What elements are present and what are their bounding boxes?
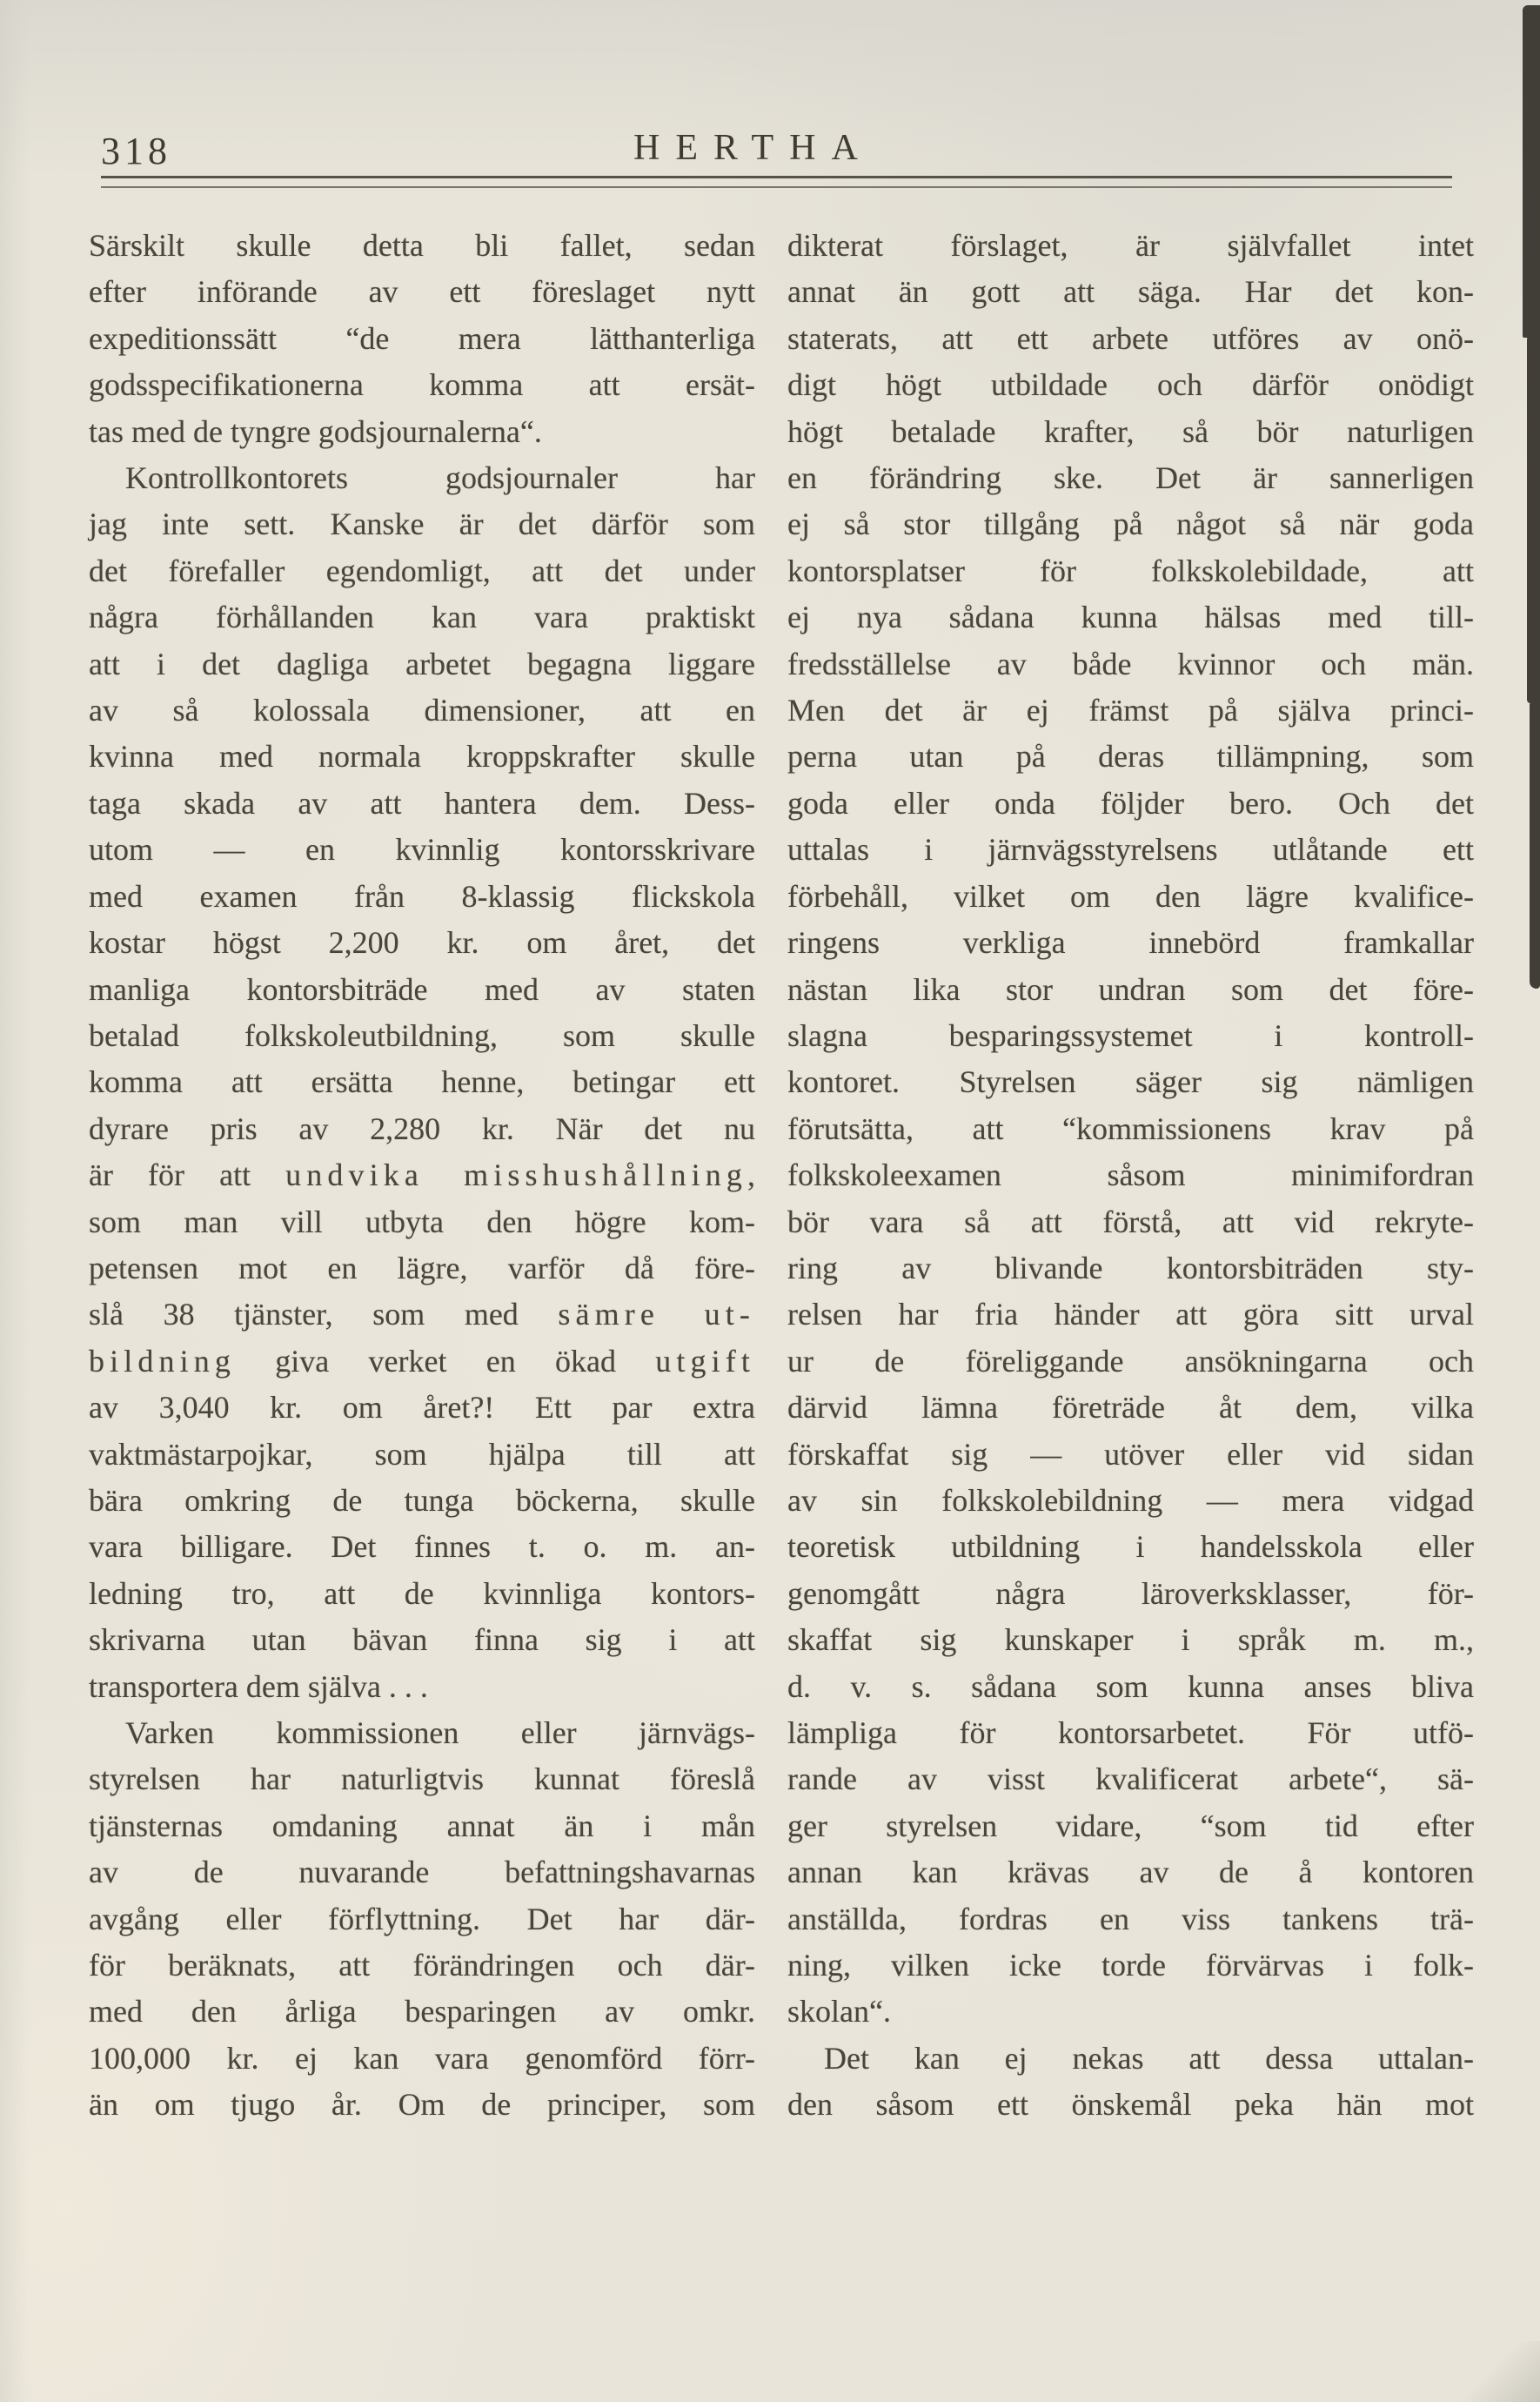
text-line: perna utan på deras tillämpning, som [787,739,1474,775]
text-line: som man vill utbyta den högre kom- [89,1204,755,1239]
text-line: goda eller onda följder bero. Och det [787,785,1474,821]
text-line: lämpliga för kontorsarbetet. För utfö- [787,1715,1474,1750]
text-line: vaktmästarpojkar, som hjälpa till att [89,1436,755,1472]
text-line: tas med de tyngre godsjournalerna“. [89,413,542,449]
text-line: vara billigare. Det finnes t. o. m. an- [89,1529,755,1565]
text-line: dikterat förslaget, är självfallet intet [787,228,1474,263]
text-line: Kontrollkontorets godsjournaler har [125,460,755,496]
text-line: jag inte sett. Kanske är det därför som [89,507,755,542]
text-line: ring av blivande kontorsbiträden sty- [787,1250,1474,1285]
text-line: utom — en kvinnlig kontorsskrivare [89,832,755,868]
text-line: petensen mot en lägre, varför då före- [89,1250,755,1285]
text-line: ej nya sådana kunna hälsas med till- [787,600,1474,635]
text-line: ning, vilken icke torde förvärvas i folk- [787,1948,1474,1983]
text-line: Det kan ej nekas att dessa uttalan- [824,2040,1474,2076]
text-line: bära omkring de tunga böckerna, skulle [89,1482,755,1518]
text-line: skrivarna utan bävan finna sig i att [89,1622,755,1658]
text-line: förutsätta, att “kommissionens krav på [787,1110,1474,1146]
text-line: skaffat sig kunskaper i språk m. m., [787,1622,1474,1658]
text-line: godsspecifikationerna komma att ersät- [89,367,755,403]
text-line: d. v. s. sådana som kunna anses bliva [787,1668,1474,1704]
scan-artifact-right-edge [1530,701,1540,989]
text-line: med examen från 8-klassig flickskola [89,878,755,914]
text-line: att i det dagliga arbetet begagna liggare [89,646,755,681]
text-line: skolan“. [787,1994,891,2030]
scan-artifact-right-edge [1523,5,1540,338]
text-line: expeditionssätt “de mera lätthanterliga [89,320,755,356]
text-line: digt högt utbildade och därför onödigt [787,367,1474,403]
text-line: transportera dem själva . . . [89,1668,428,1704]
text-line: kvinna med normala kroppskrafter skulle [89,739,755,775]
text-line: några förhållanden kan vara praktiskt [89,600,755,635]
text-line: manliga kontorsbiträde med av staten [89,971,755,1007]
text-line: annat än gott att säga. Har det kon- [787,274,1474,310]
text-line: det förefaller egendomligt, att det under [89,553,755,588]
text-line: den såsom ett önskemål peka hän mot [787,2087,1474,2123]
text-line: anställda, fordras en viss tankens trä- [787,1901,1474,1936]
text-line: styrelsen har naturligtvis kunnat föreslå [89,1761,755,1797]
page-number: 318 [101,130,171,172]
text-line: avgång eller förflyttning. Det har där- [89,1901,755,1936]
text-line: folkskoleexamen såsom minimifordran [787,1157,1474,1193]
text-line: genomgått några läroverksklasser, för- [787,1575,1474,1611]
text-line: kontoret. Styrelsen säger sig nämligen [787,1064,1474,1100]
text-line: rande av visst kvalificerat arbete“, sä- [787,1761,1474,1797]
text-line: taga skada av att hantera dem. Dess- [89,785,755,821]
text-line: Men det är ej främst på själva princi- [787,693,1474,728]
text-line: fredsställelse av både kvinnor och män. [787,646,1474,681]
text-line: efter införande av ett föreslaget nytt [89,274,755,310]
text-line: komma att ersätta henne, betingar ett [89,1064,755,1100]
text-line: av så kolossala dimensioner, att en [89,693,755,728]
text-line: en förändring ske. Det är sannerligen [787,460,1474,496]
text-line: teoretisk utbildning i handelsskola eller [787,1529,1474,1565]
text-line: förskaffat sig — utöver eller vid sidan [787,1436,1474,1472]
text-line: är för att undvika misshushållning, [89,1157,755,1193]
text-line: ur de föreliggande ansökningarna och [787,1343,1474,1379]
text-line: än om tjugo år. Om de principer, som [89,2087,755,2123]
text-line: 100,000 kr. ej kan vara genomförd förr- [89,2040,755,2076]
text-line: ledning tro, att de kvinnliga kontors- [89,1575,755,1611]
text-line: relsen har fria händer att göra sitt urval [787,1297,1474,1332]
text-line: med den årliga besparingen av omkr. [89,1994,755,2030]
text-line: av 3,040 kr. om året?! Ett par extra [89,1390,755,1426]
text-line: bör vara så att förstå, att vid rekryte- [787,1204,1474,1239]
text-line: Särskilt skulle detta bli fallet, sedan [89,228,755,263]
text-line: slå 38 tjänster, som med sämre ut- [89,1297,755,1332]
text-line: uttalas i järnvägsstyrelsens utlåtande ett [787,832,1474,868]
text-line: förbehåll, vilket om den lägre kvalifice- [787,878,1474,914]
scan-artifact-corner [1418,2341,1540,2402]
text-line: ger styrelsen vidare, “som tid efter [787,1808,1474,1843]
text-line: av de nuvarande befattningshavarnas [89,1855,755,1890]
journal-title: HERTHA [633,128,874,168]
text-line: nästan lika stor undran som det före- [787,971,1474,1007]
right-text-column [787,223,1474,2129]
text-line: dyrare pris av 2,280 kr. När det nu [89,1110,755,1146]
text-line: högt betalade krafter, så bör naturligen [787,413,1474,449]
scan-artifact-right-edge [1527,336,1540,703]
text-line: slagna besparingssystemet i kontroll- [787,1017,1474,1053]
text-line: ej så stor tillgång på något så när goda [787,507,1474,542]
text-line: bildning giva verket en ökad utgift [89,1343,755,1379]
text-line: för beräknats, att förändringen och där- [89,1948,755,1983]
text-line: därvid lämna företräde åt dem, vilka [787,1390,1474,1426]
text-line: av sin folkskolebildning — mera vidgad [787,1482,1474,1518]
text-line: kostar högst 2,200 kr. om året, det [89,925,755,961]
header-double-rule [101,176,1452,188]
text-line: betalad folkskoleutbildning, som skulle [89,1017,755,1053]
left-text-column [89,223,755,2129]
text-line: ringens verkliga innebörd framkallar [787,925,1474,961]
text-line: tjänsternas omdaning annat än i mån [89,1808,755,1843]
text-line: annan kan krävas av de å kontoren [787,1855,1474,1890]
text-line: staterats, att ett arbete utföres av onö- [787,320,1474,356]
text-line: kontorsplatser för folkskolebildade, att [787,553,1474,588]
text-line: Varken kommissionen eller järnvägs- [125,1715,755,1750]
